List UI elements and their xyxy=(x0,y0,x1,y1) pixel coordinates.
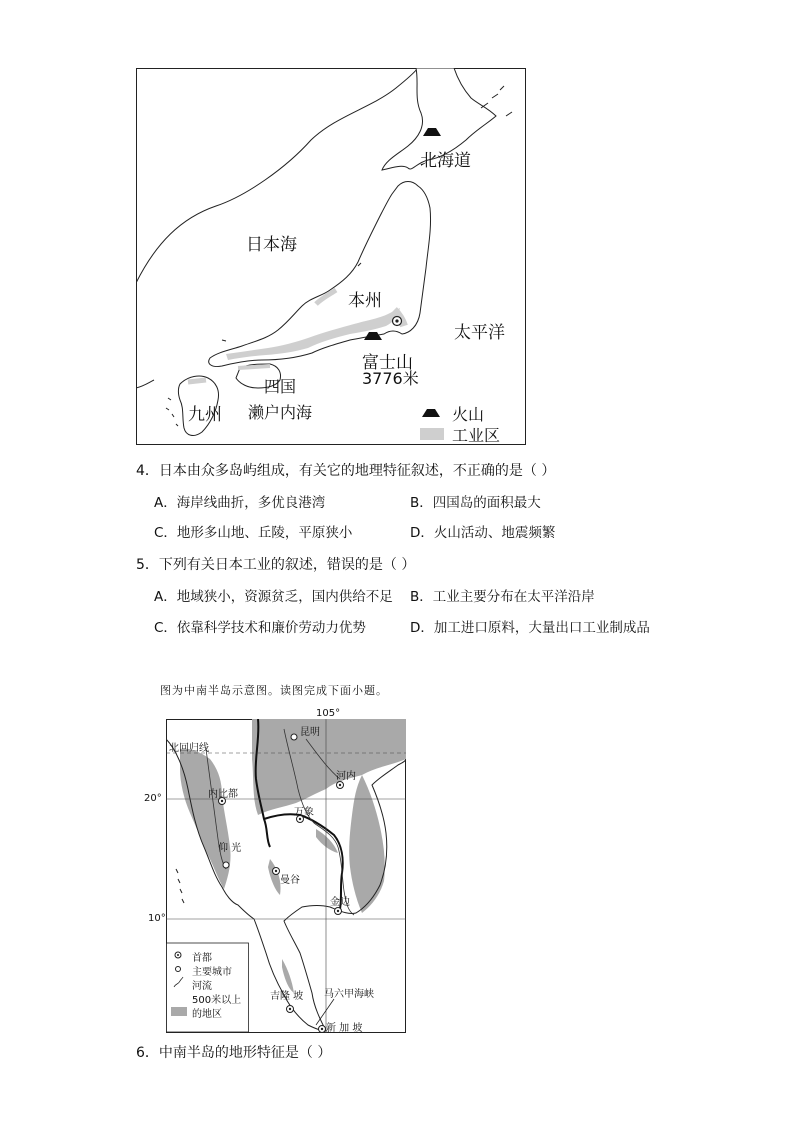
label-kunming: 昆明 xyxy=(300,727,320,738)
map2-caption: 图为中南半岛示意图。读图完成下面小题。 xyxy=(160,684,388,697)
label-malacca: 马六甲海峡 xyxy=(324,989,374,1000)
question-4-option-c: C．地形多山地、丘陵，平原狭小 xyxy=(154,525,353,541)
question-6-stem: 6．中南半岛的地形特征是（ ） xyxy=(136,1045,332,1061)
legend-industry-label: 工业区 xyxy=(452,426,501,445)
label-honshu: 本州 xyxy=(348,291,382,311)
legend-city-label: 主要城市 xyxy=(192,967,232,978)
question-5-option-a: A．地域狭小，资源贫乏，国内供给不足 xyxy=(154,589,393,605)
question-5-option-d: D．加工进口原料，大量出口工业制成品 xyxy=(410,620,650,636)
label-kyushu: 九州 xyxy=(188,405,222,425)
label-yangon: 仰 光 xyxy=(218,843,242,854)
label-phnompenh: 金边 xyxy=(330,897,350,908)
legend-city-icon xyxy=(176,967,181,972)
label-vientiane: 万象 xyxy=(294,807,314,818)
label-seto: 濑户内海 xyxy=(248,403,313,422)
question-5-option-c: C．依靠科学技术和廉价劳动力优势 xyxy=(154,620,366,636)
question-5-option-b: B．工业主要分布在太平洋沿岸 xyxy=(410,589,595,605)
label-naypyidaw: 内比都 xyxy=(208,789,238,800)
legend-highland-swatch xyxy=(171,1007,187,1016)
question-5-stem: 5．下列有关日本工业的叙述，错误的是（ ） xyxy=(136,557,416,573)
label-hanoi: 河内 xyxy=(336,771,356,782)
industry-legend-swatch xyxy=(420,428,444,440)
legend-volcano-label: 火山 xyxy=(452,405,485,424)
legend-highland-label-1: 500米以上 xyxy=(192,995,242,1006)
label-lat20: 20° xyxy=(144,793,162,804)
label-pacific: 太平洋 xyxy=(454,323,505,343)
japan-map-drawing xyxy=(136,68,526,445)
label-lat10: 10° xyxy=(148,913,166,924)
japan-map xyxy=(136,68,526,445)
question-4-option-b: B．四国岛的面积最大 xyxy=(410,495,541,511)
label-sea-of-japan: 日本海 xyxy=(246,235,297,255)
question-4-stem: 4．日本由众多岛屿组成，有关它的地理特征叙述，不正确的是（ ） xyxy=(136,463,556,479)
label-bangkok: 曼谷 xyxy=(280,875,300,886)
label-lon105: 105° xyxy=(316,708,341,719)
label-fuji: 富士山 xyxy=(362,353,413,373)
legend-capital-label: 首都 xyxy=(192,953,212,964)
label-singapore: 新 加 坡 xyxy=(326,1023,363,1034)
label-kualalumpur: 吉隆 坡 xyxy=(270,991,304,1002)
legend-highland-label-2: 的地区 xyxy=(192,1009,222,1020)
label-tropic: 北回归线 xyxy=(169,743,209,754)
legend-river-label: 河流 xyxy=(192,981,212,992)
indochina-map xyxy=(144,708,406,1034)
label-shikoku: 四国 xyxy=(264,377,297,396)
question-4-option-d: D．火山活动、地震频繁 xyxy=(410,525,556,541)
label-fuji-height: 3776米 xyxy=(362,369,419,388)
question-4-option-a: A．海岸线曲折，多优良港湾 xyxy=(154,495,326,511)
label-hokkaido: 北海道 xyxy=(420,151,471,171)
